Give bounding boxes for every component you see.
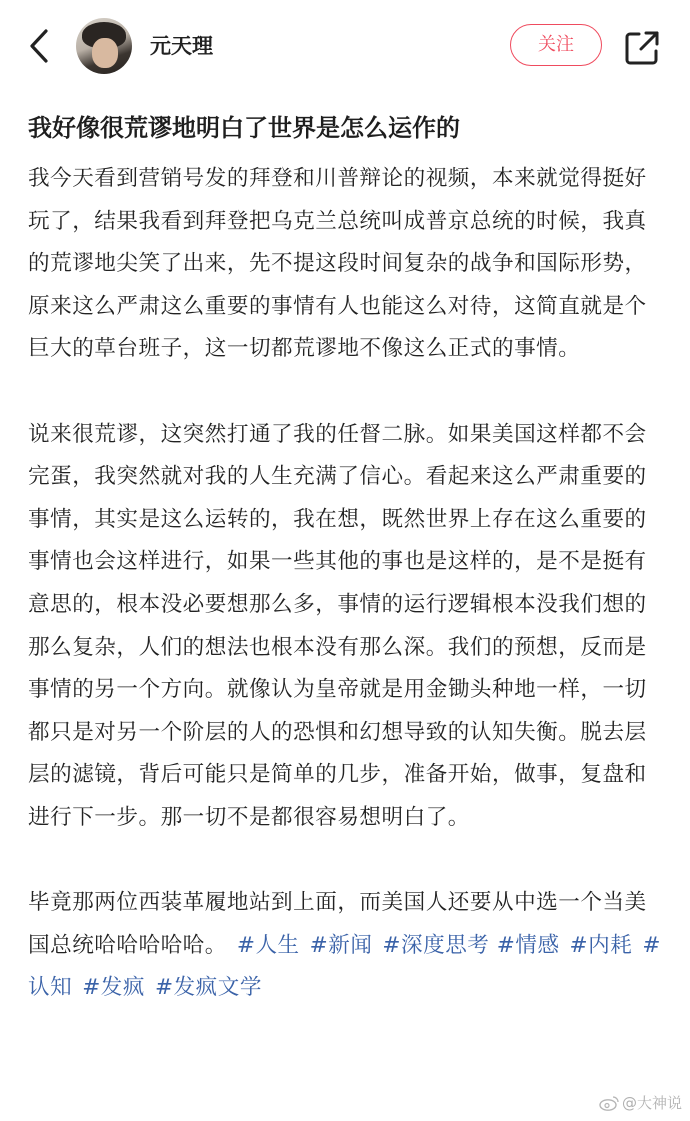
back-arrow-icon — [28, 28, 50, 64]
hashtag-inner-friction[interactable]: #内耗 — [569, 932, 633, 958]
post-content — [28, 158, 668, 1010]
top-bar — [0, 0, 690, 92]
watermark — [599, 1092, 682, 1113]
paragraph-3-text: 毕竟那两位西装革履地站到上面，而美国人还要从中选一个当美国总统哈哈哈哈哈。 — [28, 890, 647, 958]
back-button[interactable] — [22, 26, 56, 66]
hashtag-deep-thought[interactable]: #深度思考 — [382, 932, 490, 958]
paragraph-1: 我今天看到营销号发的拜登和川普辩论的视频，本来就觉得挺好玩了，结果我看到拜登把乌克兰总统叫成普京总统的时候，我真的荒谬地尖笑了出来，先不提这段时间复杂的战争和国际形势，原来这么严肃这么重要的事情有人也能这么对待，这简直就是个巨大的草台班子，这一切都荒谬地不像这么正式的事情。 — [28, 166, 647, 362]
follow-button[interactable]: 关注 — [510, 24, 602, 66]
hashtag-life[interactable]: #人生 — [236, 932, 300, 958]
avatar[interactable] — [76, 18, 132, 74]
weibo-icon — [599, 1095, 619, 1111]
hashtag-emotion[interactable]: #情感 — [496, 932, 560, 958]
paragraph-3 — [28, 882, 668, 1010]
username[interactable]: 元天理 — [150, 34, 213, 58]
share-icon — [622, 28, 662, 68]
watermark-text: @大神说 — [621, 1094, 682, 1112]
hashtag-news[interactable]: #新闻 — [309, 932, 373, 958]
paragraph-2: 说来很荒谬，这突然打通了我的任督二脉。如果美国这样都不会完蛋，我突然就对我的人生充满了信心。看起来这么严肃重要的事情，其实是这么运转的，我在想，既然世界上存在这么重要的事情也会这样进行，如果一些其他的事也是这样的，是不是挺有意思的，根本没必要想那么多，事情的运行逻辑根本没我们想的那么复杂，人们的想法也根本没有那么深。我们的预想，反而是事情的另一个方向。就像认为皇帝就是用金锄头种地一样，一切都只是对另一个阶层的人的恐惧和幻想导致的认知失衡。脱去层层的滤镜，背后可能只是简单的几步，准备开始，做事，复盘和进行下一步。那一切不是都很容易想明白了。 — [28, 421, 647, 830]
hashtag-crazy-literature[interactable]: #发疯文学 — [154, 975, 262, 1001]
share-button[interactable] — [622, 28, 662, 68]
post-title: 我好像很荒谬地明白了世界是怎么运作的 — [28, 114, 460, 142]
hashtag-cognition[interactable]: #认知 — [28, 932, 661, 1001]
hashtag-crazy[interactable]: #发疯 — [82, 975, 145, 1001]
